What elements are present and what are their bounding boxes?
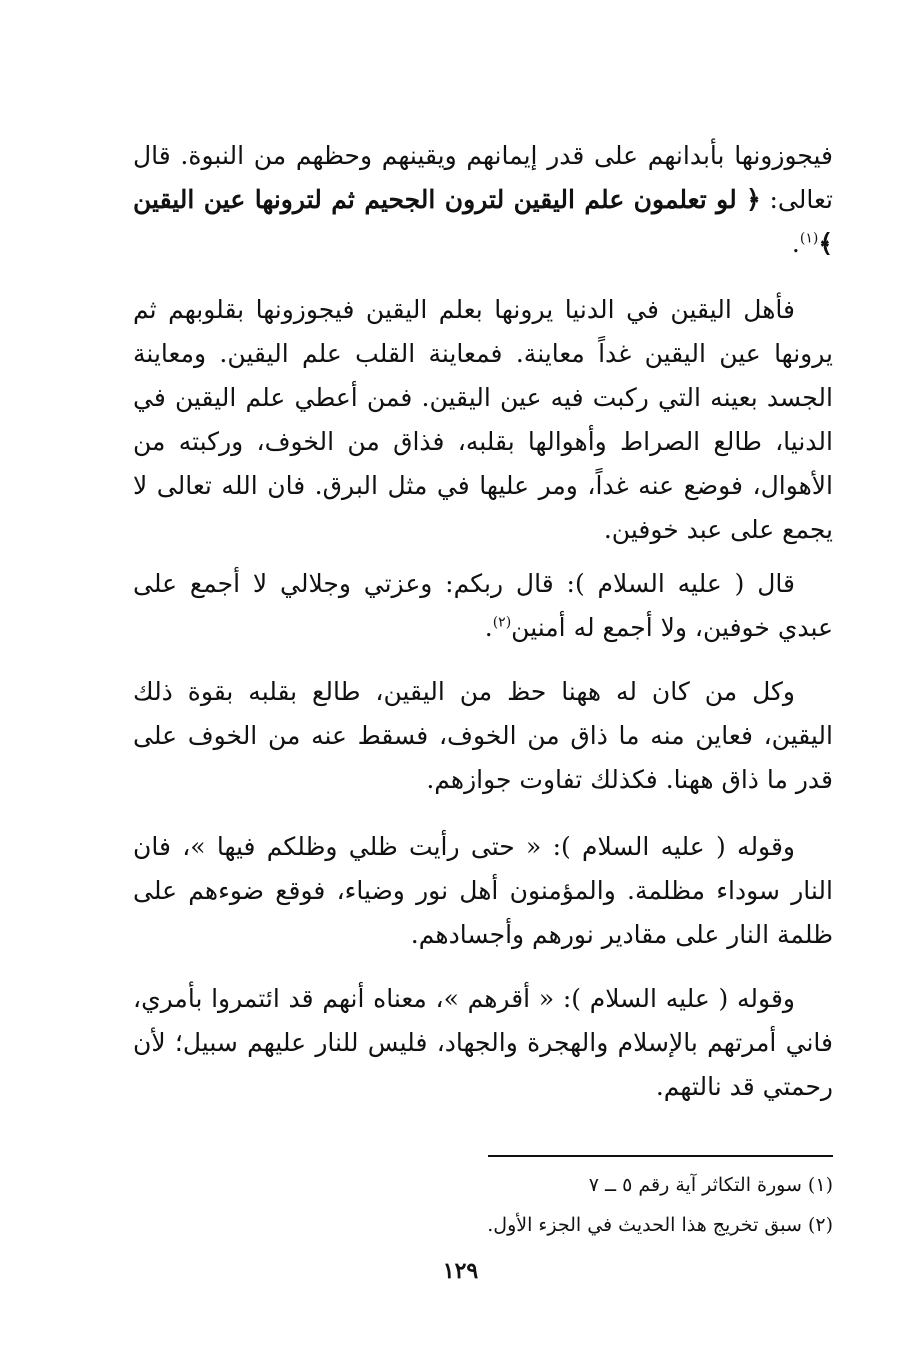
footnote-2: (٢) سبق تخريج هذا الحديث في الجزء الأول. (487, 1214, 833, 1236)
footnote-ref-2: (٢) (492, 614, 512, 631)
quran-verse: ﴿ لو تعلمون علم اليقين لترون الجحيم ثم لترونها عين اليقين ﴾ (133, 185, 833, 258)
footnote-1: (١) سورة التكاثر آية رقم ٥ ــ ٧ (588, 1174, 833, 1196)
page-number: ١٢٩ (442, 1258, 479, 1284)
footnote-divider (488, 1155, 833, 1157)
footnote-ref-1: (١) (799, 230, 819, 247)
paragraph-text: وقوله ( عليه السلام ): « أقرهم »، معناه أنهم قد ائتمروا بأمري، فاني أمرتهم بالإسلام والهجرة والجهاد، فليس للنار عليهم سبيل؛ لأن رحمتي قد نالتهم. (133, 984, 833, 1101)
paragraph-text (133, 562, 833, 650)
paragraph-text: وكل من كان له ههنا حظ من اليقين، طالع بقلبه بقوة ذلك اليقين، فعاين منه ما ذاق من الخوف، فسقط عنه من الخوف على قدر ما ذاق ههنا. فكذلك تفاوت جوازهم. (133, 677, 833, 794)
paragraph-text (133, 134, 833, 266)
paragraph-5 (133, 825, 833, 957)
paragraph-text-start: فيجوزونها بأبدانهم على قدر إيمانهم ويقينهم وحظهم من النبوة. قال تعالى: (133, 141, 833, 214)
paragraph-6 (133, 977, 833, 1109)
paragraph-1 (133, 134, 833, 266)
paragraph-4 (133, 670, 833, 802)
paragraph-text-start: قال ( عليه السلام ): قال ربكم: وعزتي وجلالي لا أجمع على عبدي خوفين، ولا أجمع له أمنين (133, 569, 833, 642)
footnotes (133, 1165, 833, 1245)
paragraph-text-end: . (791, 229, 800, 258)
paragraph-text: وقوله ( عليه السلام ): « حتى رأيت ظلي وظلكم فيها »، فان النار سوداء مظلمة. والمؤمنون أهل نور وضياء، فوقع ضوءهم على ظلمة النار على مقادير نورهم وأجسادهم. (133, 832, 833, 949)
paragraph-3 (133, 562, 833, 650)
paragraph-text: فأهل اليقين في الدنيا يرونها بعلم اليقين فيجوزونها بقلوبهم ثم يرونها عين اليقين غداً معاينة. فمعاينة القلب علم اليقين. ومعاينة الجسد بعينه التي ركبت فيه عين اليقين. فمن أعطي علم اليقين في الدنيا، طالع الصراط وأهوالها بقلبه، فذاق من الخوف، وركبته من الأهوال، فوضع عنه غداً، ومر عليها في مثل البرق. فان الله تعالى لا يجمع على عبد خوفين. (133, 295, 833, 544)
paragraph-text-end: . (484, 613, 493, 642)
paragraph-2 (133, 288, 833, 552)
